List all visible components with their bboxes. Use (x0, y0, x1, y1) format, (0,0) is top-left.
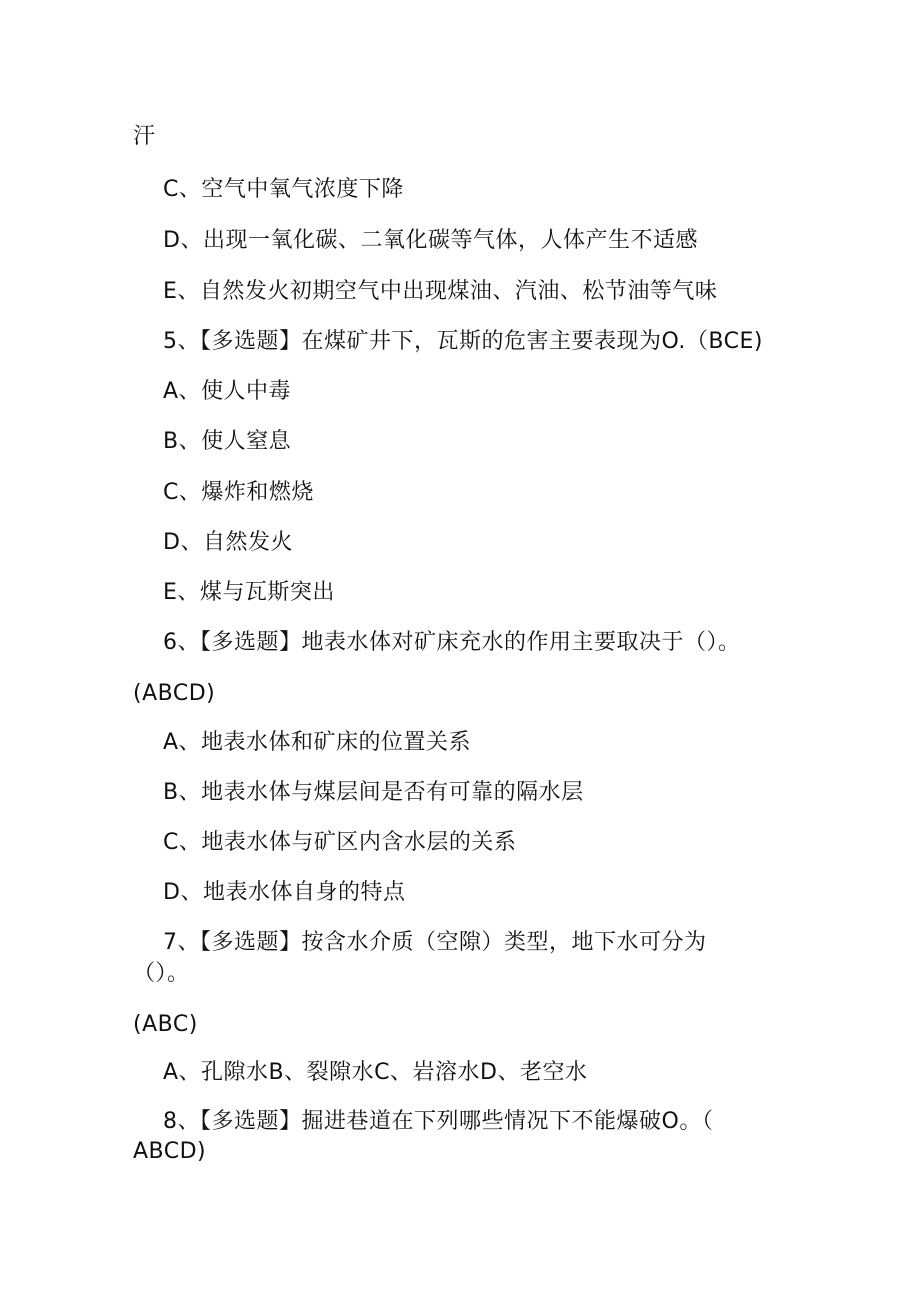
question-7: 7、【多选题】按含水介质（空隙）类型，地下水可分为 (163, 930, 707, 955)
q5-option-e: E、煤与瓦斯突出 (163, 580, 335, 605)
q6-answer: (ABCD) (133, 681, 216, 706)
question-6: 6、【多选题】地表水体对矿床充水的作用主要取决于（）。 (163, 630, 741, 655)
q7-answer: (ABC) (133, 1012, 198, 1037)
fragment-text: 汗 (133, 124, 156, 149)
q5-option-b: B、使人窒息 (163, 429, 292, 454)
question-8: 8、【多选题】掘进巷道在下列哪些情况下不能爆破O。（ (163, 1109, 714, 1134)
option-c: C、空气中氧气浓度下降 (163, 177, 404, 202)
q6-option-c: C、地表水体与矿区内含水层的关系 (163, 830, 517, 855)
option-e: E、自然发火初期空气中出现煤油、汽油、松节油等气味 (163, 279, 718, 304)
q6-option-a: A、地表水体和矿床的位置关系 (163, 730, 472, 755)
q7-options: A、孔隙水B、裂隙水C、岩溶水D、老空水 (163, 1060, 588, 1085)
q6-option-b: B、地表水体与煤层间是否有可靠的隔水层 (163, 780, 584, 805)
q5-option-a: A、使人中毒 (163, 379, 292, 404)
q5-option-d: D、自然发火 (163, 530, 293, 555)
q5-option-c: C、爆炸和燃烧 (163, 480, 314, 505)
question-5: 5、【多选题】在煤矿井下，瓦斯的危害主要表现为O.（BCE) (163, 329, 763, 354)
question-7-continued: （）。 (133, 961, 190, 986)
option-d: D、出现一氧化碳、二氧化碳等气体，人体产生不适感 (163, 228, 698, 253)
q6-option-d: D、地表水体自身的特点 (163, 880, 406, 905)
question-8-continued: ABCD) (133, 1139, 207, 1164)
